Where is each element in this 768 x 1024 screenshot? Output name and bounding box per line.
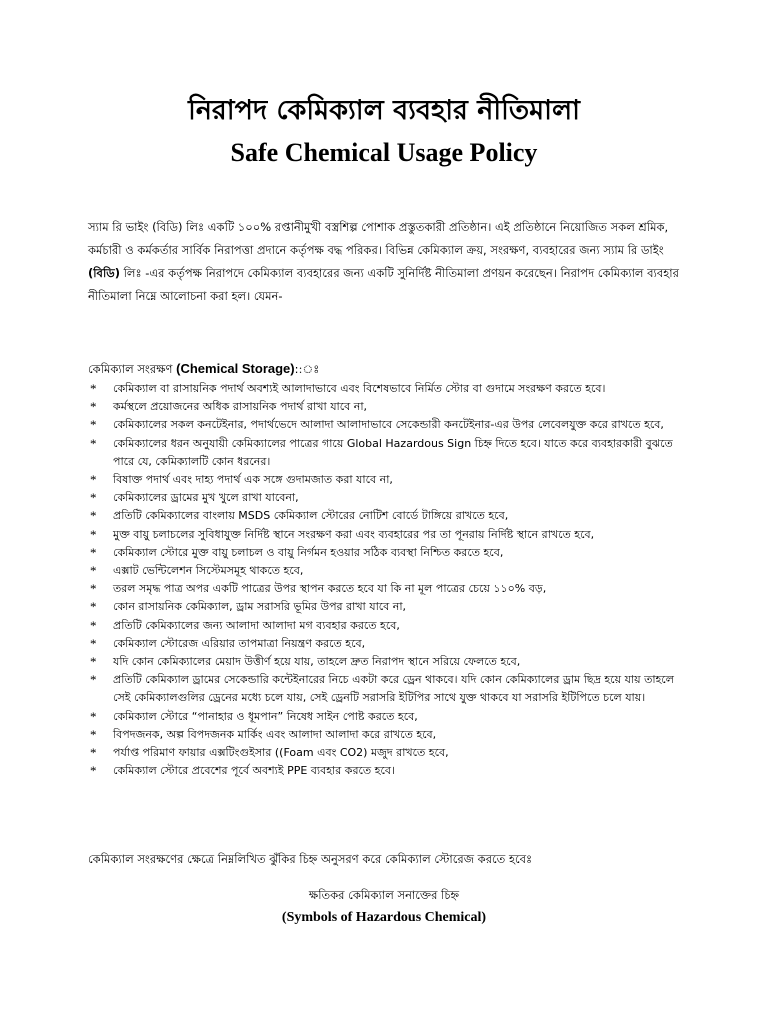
list-item-text: কেমিক্যাল স্টোরে প্রবেশের পূর্বে অবশ্যই PPE ব্যবহার করতে হবে। <box>113 764 395 778</box>
bullet-mark: * <box>90 708 97 724</box>
storage-heading-suffix: ::ঃ <box>294 362 320 376</box>
storage-heading-bengali: কেমিক্যাল সংরক্ষণ <box>88 362 173 376</box>
list-item <box>88 544 680 562</box>
bullet-mark: * <box>90 490 97 506</box>
list-item-text: কেমিক্যাল বা রাসায়নিক পদার্থ অবশ্যই আলাদাভাবে এবং বিশেষভাবে নির্মিত স্টোর বা গুদামে সংরক্ষণ করতে হবে। <box>113 382 606 395</box>
bullet-mark: * <box>90 599 97 615</box>
list-item <box>88 507 680 525</box>
list-item <box>88 671 680 707</box>
list-item <box>88 562 680 580</box>
list-item-text: প্রতিটি কেমিক্যালের বাংলায় MSDS কেমিক্যাল স্টোরের নোটিশ বোর্ডে টাঙ্গিয়ে রাখতে হবে, <box>113 509 509 523</box>
list-item-text: কেমিক্যাল স্টোরে “পানাহার ও ধূমপান” নিষেধ সাইন পোষ্ট করতে হবে, <box>113 709 418 723</box>
page-title-english: Safe Chemical Usage Policy <box>230 138 538 167</box>
list-item <box>88 580 680 598</box>
hazard-symbols-heading-bengali: ক্ষতিকর কেমিক্যাল সনাক্তের চিহ্ন <box>308 888 460 902</box>
list-item-text: প্রতিটি কেমিক্যালের জন্য আলাদা আলাদা মগ ব্যবহার করতে হবে, <box>113 618 400 632</box>
intro-paragraph <box>88 216 680 308</box>
list-item <box>88 435 680 471</box>
bullet-mark: * <box>90 763 97 779</box>
bullet-mark: * <box>90 435 97 451</box>
list-item-text: বিপদজনক, অল্প বিপদজনক মার্কিং এবং আলাদা আলাদা করে রাখতে হবে, <box>113 727 437 741</box>
bullet-mark: * <box>90 726 97 742</box>
bullet-mark: * <box>90 544 97 560</box>
list-item <box>88 726 680 744</box>
list-item <box>88 708 680 726</box>
bullet-mark: * <box>90 654 97 670</box>
storage-heading-english: (Chemical Storage) <box>176 361 295 376</box>
list-item-text: কেমিক্যালের ধরন অনুযায়ী কেমিক্যালের পাত্রের গায়ে Global Hazardous Sign চিহ্ন দিতে হবে। যাতে করে ব্যবহারকারী বুঝতে পারে যে, কেমিক্যালটি কোন ধরনের। <box>113 436 673 468</box>
hazard-symbol-instruction: কেমিক্যাল সংরক্ষণের ক্ষেত্রে নিম্নলিখিত ঝুঁকির চিহ্ন অনুসরণ করে কেমিক্যাল স্টোরেজ করতে হবেঃ <box>88 852 533 866</box>
list-item <box>88 526 680 544</box>
list-item-text: কেমিক্যাল স্টোরে মুক্ত বায়ু চলাচল ও বায়ু নির্গমন হওয়ার সঠিক ব্যবস্থা নিশ্চিত করতে হবে, <box>113 545 504 559</box>
list-item-text: মুক্ত বায়ু চলাচলের সুবিধাযুক্ত নির্দিষ্ট স্থানে সংরক্ষণ করা এবং ব্যবহারের পর তা পূনরায় নির্দিষ্ট স্থানে রাখতে হবে, <box>113 527 595 541</box>
bullet-mark: * <box>90 635 97 651</box>
list-item-text: পর্যাপ্ত পরিমাণ ফায়ার এক্সটিংগুইসার ((Foam এবং CO2) মজুদ রাখতে হবে, <box>113 746 449 760</box>
chemical-storage-heading <box>88 360 319 378</box>
list-item-text: কেমিক্যালের ড্রামের মুখ খুলে রাখা যাবেনা, <box>113 491 299 505</box>
list-item-text: এক্সাট ভেন্টিলেশন সিস্টেমসমূহ থাকতে হবে, <box>113 564 304 578</box>
intro-text-part2: লিঃ -এর কর্তৃপক্ষ নিরাপদে কেমিক্যাল ব্যবহারের জন্য একটি সুনির্দিষ্ট নীতিমালা প্রণয়ন করেছেন। নিরাপদ কেমিক্যাল ব্যবহার নীতিমালা নিম্নে আলোচনা করা হল। যেমন- <box>88 266 679 303</box>
list-item-text: তরল সমৃদ্ধ পাত্র অপর একটি পাত্রের উপর স্থাপন করতে হবে যা কি না মূল পাত্রের চেয়ে ১১০% বড়, <box>113 582 547 596</box>
bullet-mark: * <box>90 417 97 433</box>
list-item <box>88 489 680 507</box>
list-item-text: কেমিক্যাল স্টোরেজ এরিয়ার তাপমাত্রা নিয়ন্ত্রণ করতে হবে, <box>113 636 366 650</box>
bullet-mark: * <box>90 472 97 488</box>
page-title-bengali: নিরাপদ কেমিক্যাল ব্যবহার নীতিমালা <box>188 95 580 126</box>
intro-text-bold: (বিডি) <box>88 266 120 280</box>
hazard-symbols-heading-english: (Symbols of Hazardous Chemical) <box>281 910 487 925</box>
list-item-text: প্রতিটি কেমিক্যাল ড্রামের সেকেন্ডারি কন্টেইনারের নিচে একটা করে ড্রেন থাকবে। যদি কোন কেমিক্যালের ড্রাম ছিদ্র হয়ে যায় তাহলে সেই কেমিক্যালগুলির ড্রেনের মধ্যে চলে যায়, সেই ড্রেনটি সরাসরি ইটিপির সাথে যুক্ত থাকবে যা সরাসরি ইটিপিতে চলে যায়। <box>113 673 674 705</box>
list-item <box>88 653 680 671</box>
storage-rules-list <box>88 380 680 780</box>
list-item <box>88 617 680 635</box>
list-item <box>88 471 680 489</box>
intro-text-part1: স্যাম রি ভাইং (বিডি) লিঃ একটি ১০০% রপ্তানীমুখী বস্ত্রশিল্প পোশাক প্রস্তুতকারী প্রতিষ্ঠান। এই প্রতিষ্ঠানে নিয়োজিত সকল শ্রমিক, কর্মচারী ও কর্মকর্তার সার্বিক নিরাপত্তা প্রদানে কর্তৃপক্ষ বদ্ধ পরিকর। বিভিন্ন কেমিক্যাল ক্রয়, সংরক্ষণ, ব্যবহারের জন্য স্যাম রি ডাইং <box>88 220 669 257</box>
bullet-mark: * <box>90 563 97 579</box>
bullet-mark: * <box>90 381 97 396</box>
list-item <box>88 598 680 616</box>
bullet-mark: * <box>90 526 97 542</box>
list-item <box>88 380 680 398</box>
bullet-mark: * <box>90 399 97 415</box>
list-item-text: কোন রাসায়নিক কেমিক্যাল, ড্রাম সরাসরি ভূমির উপর রাখা যাবে না, <box>113 600 407 614</box>
list-item-text: যদি কোন কেমিক্যালের মেয়াদ উত্তীর্ণ হয়ে যায়, তাহলে দ্রুত নিরাপদ স্থানে সরিয়ে ফেলতে হবে, <box>113 655 521 669</box>
list-item-text: কেমিক্যালের সকল কনটেইনার, পদার্থভেদে আলাদা আলাদাভাবে সেকেন্ডারী কনটেইনার-এর উপর লেবেলযুক্ত করে রাখতে হবে, <box>113 418 664 432</box>
list-item <box>88 398 680 416</box>
list-item <box>88 416 680 434</box>
list-item-text: বিষাক্ত পদার্থ এবং দাহ্য পদার্থ এক সঙ্গে গুদামজাত করা যাবে না, <box>113 473 393 487</box>
list-item-text: কর্মস্থলে প্রয়োজনের অধিক রাসায়নিক পদার্থ রাখা যাবে না, <box>113 400 368 414</box>
list-item <box>88 635 680 653</box>
bullet-mark: * <box>90 745 97 761</box>
bullet-mark: * <box>90 581 97 597</box>
bullet-mark: * <box>90 672 97 688</box>
list-item <box>88 762 680 780</box>
bullet-mark: * <box>90 508 97 524</box>
bullet-mark: * <box>90 617 97 633</box>
list-item <box>88 744 680 762</box>
